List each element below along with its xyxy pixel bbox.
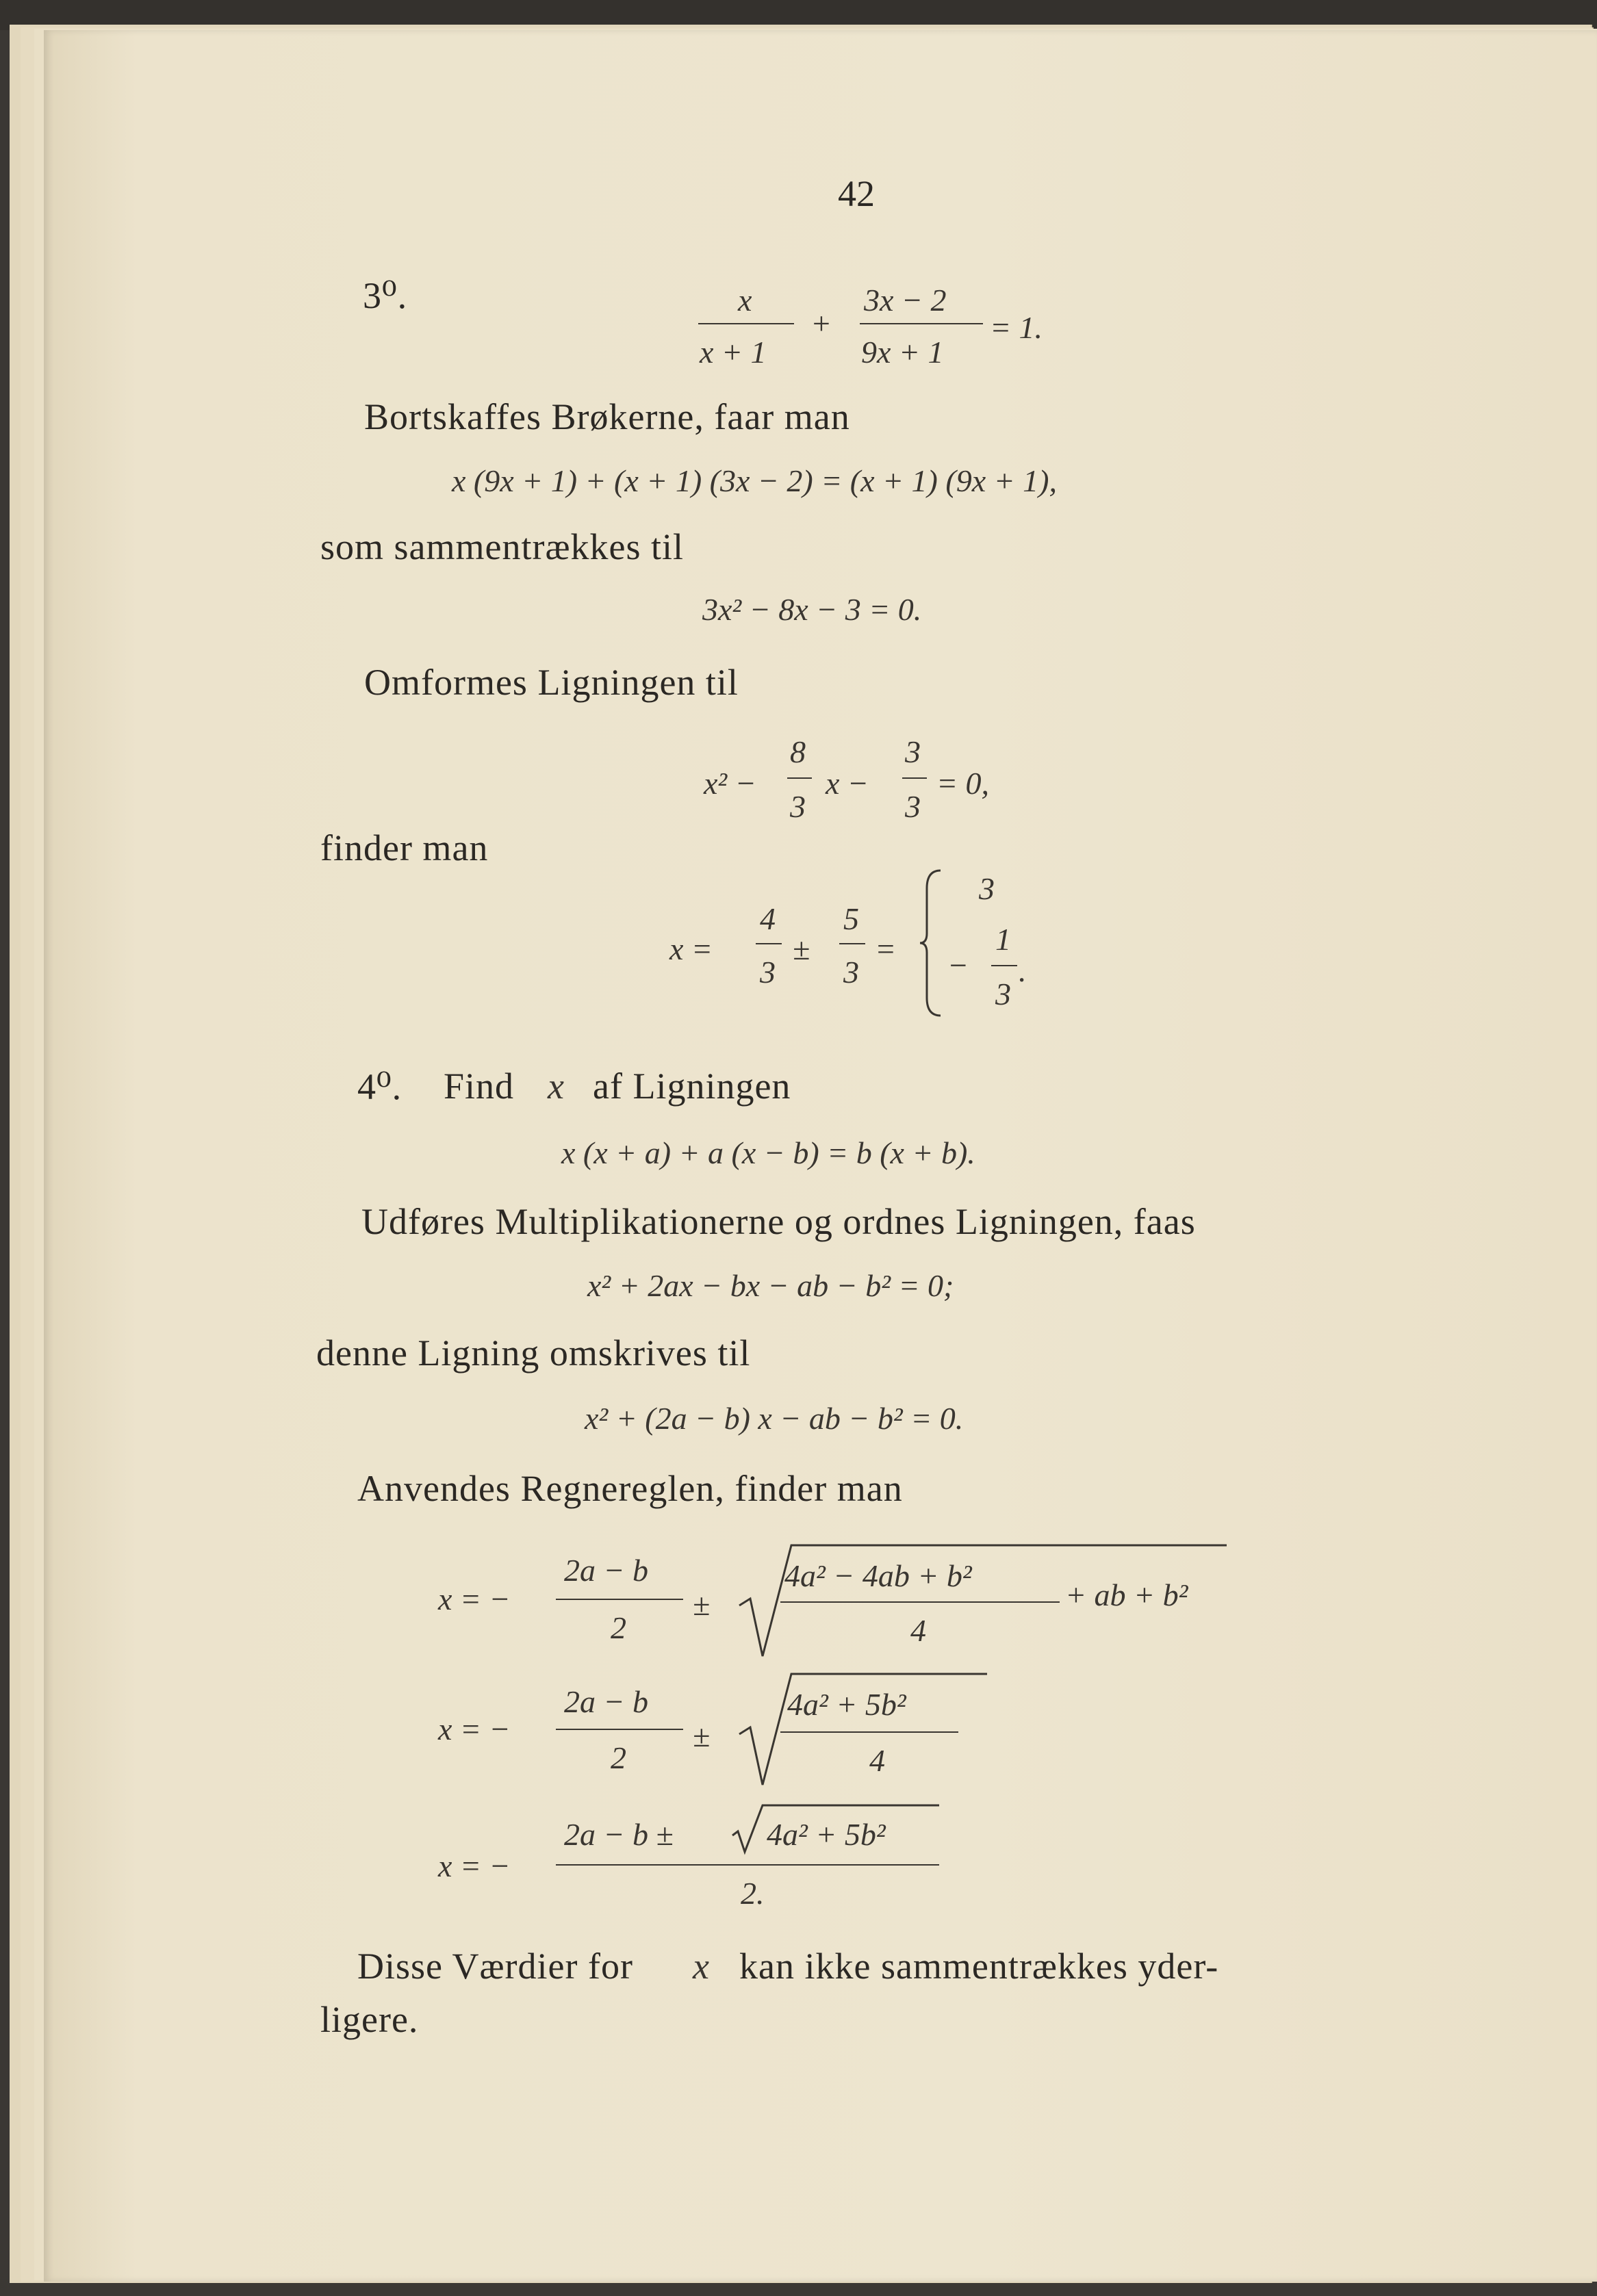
fraction-bar — [780, 1601, 1060, 1603]
r2-rad-num: 4a² + 5b² — [787, 1687, 906, 1722]
cases-brace — [917, 868, 945, 1018]
text-disse: Disse Værdier for — [357, 1946, 633, 1987]
eq4-tail: = 0, — [936, 766, 990, 801]
text-finder-man: finder man — [320, 827, 489, 868]
eq1-numerator-1: x — [738, 283, 752, 318]
fraction-bar — [787, 777, 812, 779]
fraction-bar — [556, 1599, 683, 1600]
eq5-eq: = — [875, 931, 897, 966]
eq4-num2: 3 — [905, 734, 921, 769]
r3-num-a: 2a − b ± — [564, 1817, 674, 1852]
eq-expanded-4: x² + 2ax − bx − ab − b² = 0; — [587, 1268, 954, 1303]
text-disse-x: x — [693, 1946, 710, 1987]
eq1-denominator-1: x + 1 — [700, 335, 767, 370]
eq1-rhs: = 1. — [990, 310, 1043, 345]
r2-num: 2a − b — [564, 1684, 649, 1719]
eq4-lead: x² − — [704, 766, 756, 801]
eq5-case2-sign: − — [947, 948, 969, 983]
text-ligere: ligere. — [320, 1999, 419, 2040]
fraction-bar — [902, 777, 927, 779]
r1-lead: x = − — [438, 1582, 511, 1616]
eq1-plus: + — [810, 306, 832, 341]
text-kan-ikke: kan ikke sammentrækkes yder- — [739, 1946, 1219, 1987]
text-sammentraekkes: som sammentrækkes til — [320, 526, 684, 567]
text-omformes: Omformes Ligningen til — [364, 662, 739, 703]
text-find-x: x — [548, 1066, 565, 1107]
eq5-num1: 4 — [760, 901, 776, 936]
r1-den: 2 — [611, 1610, 626, 1645]
page-number: 42 — [838, 173, 875, 214]
r3-den: 2. — [741, 1876, 765, 1911]
r1-rad-tail: + ab + b² — [1065, 1577, 1188, 1612]
eq-rewritten: x² + (2a − b) x − ab − b² = 0. — [585, 1401, 964, 1436]
r3-lead: x = − — [438, 1848, 511, 1883]
r1-rad-den: 4 — [910, 1613, 926, 1648]
eq5-den2: 3 — [843, 955, 859, 990]
fraction-bar — [556, 1729, 683, 1730]
text-denne: denne Ligning omskrives til — [316, 1332, 751, 1373]
eq4-mid: x − — [826, 766, 869, 801]
eq1-denominator-2: 9x + 1 — [861, 335, 944, 370]
r2-pm: ± — [693, 1718, 711, 1753]
r2-rad-den: 4 — [869, 1743, 885, 1778]
eq-quadratic: 3x² − 8x − 3 = 0. — [702, 592, 922, 627]
eq-section4: x (x + a) + a (x − b) = b (x + b). — [561, 1135, 975, 1170]
r2-lead: x = − — [438, 1712, 511, 1746]
eq5-case2-den: 3 — [995, 977, 1011, 1011]
text-udfores: Udføres Multiplikationerne og ordnes Ligningen, faas — [361, 1201, 1196, 1242]
fraction-bar — [756, 943, 782, 944]
eq1-numerator-2: 3x − 2 — [864, 283, 947, 318]
eq5-case2-tail: . — [1019, 953, 1027, 988]
eq5-pm: ± — [793, 931, 810, 966]
section3-label: 3⁰. — [363, 275, 408, 316]
fraction-bar — [780, 1731, 958, 1733]
eq5-case1: 3 — [979, 871, 995, 906]
fraction-bar — [860, 323, 983, 324]
r3-num-rad: 4a² + 5b² — [767, 1817, 886, 1852]
section4-label: 4⁰. — [357, 1066, 403, 1107]
eq-expanded: x (9x + 1) + (x + 1) (3x − 2) = (x + 1) (9x + 1), — [452, 463, 1057, 498]
eq4-den2: 3 — [905, 789, 921, 824]
eq5-case2-num: 1 — [995, 922, 1011, 957]
fraction-bar — [839, 943, 865, 944]
eq5-lead: x = — [669, 931, 713, 966]
eq4-num1: 8 — [790, 734, 806, 769]
r1-num: 2a − b — [564, 1553, 649, 1588]
r1-pm: ± — [693, 1587, 711, 1622]
eq5-den1: 3 — [760, 955, 776, 990]
fraction-bar — [556, 1864, 939, 1866]
text-find: Find — [444, 1066, 515, 1107]
eq4-den1: 3 — [790, 789, 806, 824]
text-af-ligningen: af Ligningen — [593, 1066, 791, 1107]
text-bortskaffes: Bortskaffes Brøkerne, faar man — [364, 396, 850, 437]
text-anvendes: Anvendes Regnereglen, finder man — [357, 1468, 903, 1509]
eq5-num2: 5 — [843, 901, 859, 936]
r2-den: 2 — [611, 1740, 626, 1775]
fraction-bar — [698, 323, 794, 324]
fraction-bar — [991, 965, 1017, 966]
r1-rad-num: 4a² − 4ab + b² — [784, 1558, 972, 1593]
